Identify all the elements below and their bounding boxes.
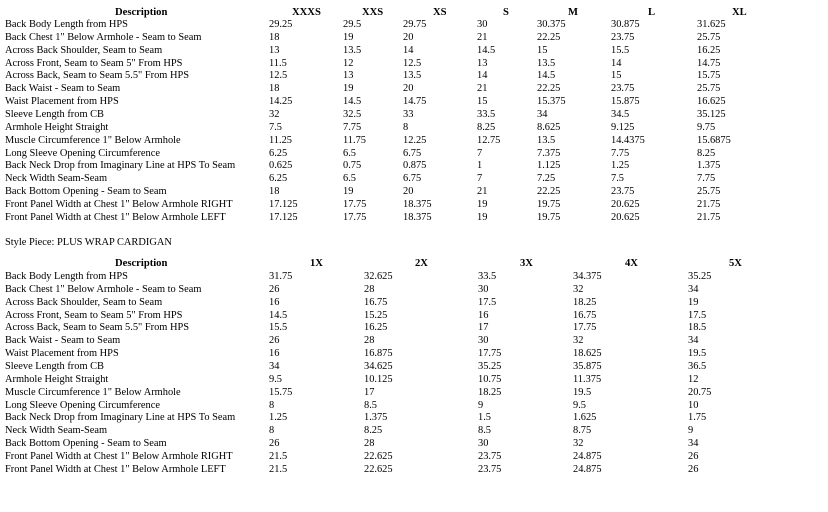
measurement-value: 13: [477, 57, 488, 69]
measurement-value: 30: [478, 438, 489, 450]
measurement-value: 29.5: [343, 19, 362, 30]
measurement-value: 8: [403, 121, 409, 133]
measurement-label: Waist Placement from HPS: [5, 96, 119, 108]
measurement-label: Armhole Height Straight: [5, 121, 109, 133]
measurement-value: 13.5: [403, 70, 422, 82]
measurement-value: 6.25: [269, 173, 288, 185]
measurement-value: 19.75: [537, 198, 561, 210]
measurement-value: 11.375: [573, 373, 602, 385]
measurement-label: Across Back Shoulder, Seam to Seam: [5, 44, 163, 56]
measurement-value: 26: [688, 450, 699, 462]
measurement-value: 29.75: [403, 19, 427, 30]
measurement-value: 21: [477, 186, 488, 198]
measurement-value: 16.875: [364, 348, 393, 360]
measurement-value: 11.25: [269, 134, 292, 146]
measurement-label: Front Panel Width at Chest 1" Below Armhole LEFT: [5, 463, 226, 475]
measurement-value: 26: [688, 463, 699, 475]
measurement-value: 1.625: [573, 412, 597, 424]
measurement-value: 30.375: [537, 19, 566, 30]
measurement-value: 1.5: [478, 412, 491, 424]
measurement-value: 24.875: [573, 463, 602, 475]
measurement-value: 32: [573, 283, 584, 295]
measurement-value: 32: [269, 108, 280, 120]
measurement-value: 17.5: [478, 296, 497, 308]
measurement-value: 8.75: [573, 425, 592, 437]
measurement-value: 26: [269, 438, 280, 450]
measurement-value: 19: [477, 198, 488, 210]
measurement-value: 30: [477, 19, 488, 30]
measurement-value: 21.5: [269, 450, 288, 462]
measurement-value: 16.25: [364, 322, 388, 334]
measurement-value: 15.875: [611, 96, 640, 108]
measurement-value: 32: [573, 335, 584, 347]
measurement-value: 30.875: [611, 19, 640, 30]
measurement-value: 32.5: [343, 108, 362, 120]
measurement-value: 21.5: [269, 463, 288, 475]
measurement-value: 10: [688, 399, 699, 411]
measurement-value: 12.25: [403, 134, 427, 146]
measurement-value: 32.625: [364, 271, 393, 282]
measurement-value: 13.5: [537, 57, 556, 69]
column-header-size: 1X: [310, 258, 323, 269]
measurement-label: Waist Placement from HPS: [5, 348, 119, 360]
measurement-value: 14.75: [697, 57, 721, 69]
measurement-value: 16: [269, 296, 280, 308]
measurement-value: 24.875: [573, 450, 602, 462]
measurement-label: Back Body Length from HPS: [5, 271, 128, 282]
measurement-value: 20: [403, 83, 414, 95]
measurement-value: 30: [478, 335, 489, 347]
measurement-value: 17.125: [269, 211, 298, 223]
measurement-value: 20.75: [688, 386, 712, 398]
measurement-value: 14: [477, 70, 488, 82]
measurement-value: 34.375: [573, 271, 602, 282]
measurement-value: 33: [403, 108, 414, 120]
measurement-value: 11.5: [269, 57, 287, 69]
column-header-size: S: [503, 7, 509, 18]
measurement-value: 14.5: [537, 70, 556, 82]
measurement-value: 35.25: [688, 271, 712, 282]
measurement-value: 16: [269, 348, 280, 360]
measurement-value: 18.25: [478, 386, 502, 398]
measurement-value: 1: [477, 160, 483, 172]
column-header-size: XXXS: [292, 7, 321, 18]
measurement-value: 32: [573, 438, 584, 450]
measurement-value: 13.5: [537, 134, 556, 146]
measurement-value: 14: [403, 44, 414, 56]
measurement-value: 18: [269, 83, 280, 95]
measurement-value: 1.375: [697, 160, 721, 172]
measurement-value: 10.125: [364, 373, 393, 385]
measurement-value: 20: [403, 186, 414, 198]
measurement-value: 36.5: [688, 360, 707, 372]
measurement-value: 18.25: [573, 296, 597, 308]
measurement-value: 25.75: [697, 31, 721, 43]
measurement-value: 22.625: [364, 463, 393, 475]
measurement-value: 23.75: [611, 186, 635, 198]
measurement-value: 22.25: [537, 186, 561, 198]
measurement-value: 9.75: [697, 121, 716, 133]
measurement-value: 16: [478, 309, 489, 321]
measurement-value: 19: [688, 296, 699, 308]
measurement-value: 18.375: [403, 211, 432, 223]
measurement-value: 7.75: [697, 173, 716, 185]
measurement-label: Back Bottom Opening - Seam to Seam: [5, 186, 167, 198]
measurement-value: 20: [403, 31, 414, 43]
measurement-value: 1.25: [611, 160, 630, 172]
measurement-value: 17.75: [343, 211, 367, 223]
measurement-label: Muscle Circumference 1" Below Armhole: [5, 386, 181, 398]
measurement-label: Back Chest 1" Below Armhole - Seam to Seam: [5, 283, 202, 295]
measurement-label: Long Sleeve Opening Circumference: [5, 147, 160, 159]
measurement-value: 12: [343, 57, 354, 69]
measurement-value: 22.25: [537, 31, 561, 43]
column-header-size: 5X: [729, 258, 742, 269]
column-header-size: 3X: [520, 258, 533, 269]
measurement-label: Across Front, Seam to Seam 5" From HPS: [5, 57, 183, 69]
measurement-value: 25.75: [697, 83, 721, 95]
measurement-value: 17.75: [343, 198, 367, 210]
column-header-size: 4X: [625, 258, 638, 269]
measurement-value: 28: [364, 283, 375, 295]
measurement-value: 12: [688, 373, 699, 385]
measurement-value: 14.5: [269, 309, 288, 321]
measurement-value: 34.5: [611, 108, 630, 120]
measurement-value: 8.5: [478, 425, 491, 437]
column-header-description: Description: [115, 258, 168, 269]
measurement-value: 15.375: [537, 96, 566, 108]
column-header-size: 2X: [415, 258, 428, 269]
measurement-label: Neck Width Seam-Seam: [5, 425, 108, 437]
measurement-value: 34: [688, 438, 699, 450]
measurement-label: Back Waist - Seam to Seam: [5, 335, 121, 347]
measurement-value: 12.75: [477, 134, 501, 146]
measurement-value: 14.75: [403, 96, 427, 108]
measurement-value: 6.75: [403, 147, 422, 159]
measurement-value: 14.5: [343, 96, 362, 108]
measurement-value: 10.75: [478, 373, 502, 385]
column-header-description: Description: [115, 7, 168, 18]
measurement-value: 23.75: [611, 31, 635, 43]
measurement-value: 1.75: [688, 412, 707, 424]
measurement-value: 16.75: [364, 296, 388, 308]
measurement-value: 19: [343, 186, 354, 198]
measurement-value: 12.5: [403, 57, 422, 69]
measurement-value: 16.625: [697, 96, 726, 108]
measurement-value: 15.6875: [697, 134, 731, 146]
measurement-value: 13: [343, 70, 354, 82]
measurement-value: 15.5: [269, 322, 288, 334]
measurement-value: 15.5: [611, 44, 630, 56]
measurement-value: 18.625: [573, 348, 602, 360]
measurement-value: 14.4375: [611, 134, 645, 146]
measurement-value: 22.25: [537, 83, 561, 95]
measurement-label: Across Back, Seam to Seam 5.5" From HPS: [5, 322, 190, 334]
measurement-value: 8.25: [697, 147, 716, 159]
measurement-value: 34.625: [364, 360, 393, 372]
measurement-label: Long Sleeve Opening Circumference: [5, 399, 160, 411]
measurement-value: 7.375: [537, 147, 561, 159]
measurement-value: 9.125: [611, 121, 635, 133]
measurement-label: Sleeve Length from CB: [5, 108, 104, 120]
measurement-value: 23.75: [478, 450, 502, 462]
measurement-value: 19.5: [688, 348, 707, 360]
measurement-label: Back Body Length from HPS: [5, 19, 128, 30]
measurement-value: 6.5: [343, 147, 356, 159]
measurement-value: 17: [364, 386, 375, 398]
measurement-value: 15: [477, 96, 488, 108]
measurement-value: 35.125: [697, 108, 726, 120]
measurement-value: 26: [269, 335, 280, 347]
measurement-value: 31.75: [269, 271, 293, 282]
measurement-value: 0.875: [403, 160, 427, 172]
measurement-value: 8: [269, 425, 275, 437]
measurement-value: 34: [537, 108, 548, 120]
measurement-value: 0.625: [269, 160, 293, 172]
measurement-label: Muscle Circumference 1" Below Armhole: [5, 134, 181, 146]
measurement-value: 9.5: [269, 373, 282, 385]
measurement-value: 17.75: [478, 348, 502, 360]
measurement-value: 6.75: [403, 173, 422, 185]
measurement-value: 35.25: [478, 360, 502, 372]
measurement-label: Front Panel Width at Chest 1" Below Armhole LEFT: [5, 211, 226, 223]
measurement-value: 17.5: [688, 309, 707, 321]
measurement-value: 14.5: [477, 44, 496, 56]
measurement-value: 16.75: [573, 309, 597, 321]
measurement-value: 18: [269, 186, 280, 198]
measurement-value: 30: [478, 283, 489, 295]
measurement-value: 1.125: [537, 160, 561, 172]
measurement-value: 17: [478, 322, 489, 334]
measurement-value: 21: [477, 31, 488, 43]
column-header-size: XL: [732, 7, 747, 18]
measurement-value: 21.75: [697, 211, 721, 223]
measurement-value: 9: [478, 399, 484, 411]
measurement-value: 16.25: [697, 44, 721, 56]
measurement-value: 11.75: [343, 134, 366, 146]
measurement-value: 22.625: [364, 450, 393, 462]
measurement-value: 7.75: [343, 121, 362, 133]
measurement-value: 6.25: [269, 147, 288, 159]
measurement-value: 34: [269, 360, 280, 372]
measurement-label: Across Back Shoulder, Seam to Seam: [5, 296, 163, 308]
measurement-value: 1.25: [269, 412, 288, 424]
measurement-value: 26: [269, 283, 280, 295]
measurement-value: 17.125: [269, 198, 298, 210]
measurement-value: 18: [269, 31, 280, 43]
column-header-size: XS: [433, 7, 447, 18]
measurement-value: 35.875: [573, 360, 602, 372]
measurement-value: 8: [269, 399, 275, 411]
measurement-value: 21: [477, 83, 488, 95]
column-header-size: M: [568, 7, 578, 18]
measurement-value: 19: [477, 211, 488, 223]
measurement-value: 7.25: [537, 173, 556, 185]
measurement-value: 29.25: [269, 19, 293, 30]
measurement-value: 19.5: [573, 386, 592, 398]
measurement-value: 0.75: [343, 160, 362, 172]
measurement-value: 23.75: [478, 463, 502, 475]
measurement-value: 15.75: [269, 386, 293, 398]
measurement-label: Front Panel Width at Chest 1" Below Armhole RIGHT: [5, 450, 233, 462]
measurement-value: 18.5: [688, 322, 707, 334]
measurement-value: 20.625: [611, 198, 640, 210]
measurement-value: 18.375: [403, 198, 432, 210]
measurement-value: 15: [611, 70, 622, 82]
measurement-label: Back Waist - Seam to Seam: [5, 83, 121, 95]
measurement-value: 9.5: [573, 399, 586, 411]
measurement-value: 28: [364, 438, 375, 450]
measurement-value: 7.5: [611, 173, 624, 185]
measurement-label: Across Front, Seam to Seam 5" From HPS: [5, 309, 183, 321]
measurement-value: 19.75: [537, 211, 561, 223]
measurement-value: 9: [688, 425, 694, 437]
measurement-value: 8.625: [537, 121, 561, 133]
measurement-value: 34: [688, 283, 699, 295]
measurement-value: 20.625: [611, 211, 640, 223]
measurement-value: 8.25: [477, 121, 496, 133]
measurement-value: 31.625: [697, 19, 726, 30]
measurement-value: 14: [611, 57, 622, 69]
measurement-value: 21.75: [697, 198, 721, 210]
style-piece-caption: Style Piece: PLUS WRAP CARDIGAN: [5, 237, 172, 248]
measurement-value: 7.75: [611, 147, 630, 159]
column-header-size: XXS: [362, 7, 384, 18]
measurement-label: Back Neck Drop from Imaginary Line at HPS To Seam: [5, 160, 236, 172]
measurement-value: 13: [269, 44, 280, 56]
measurement-label: Sleeve Length from CB: [5, 360, 104, 372]
measurement-value: 19: [343, 31, 354, 43]
measurement-label: Across Back, Seam to Seam 5.5" From HPS: [5, 70, 190, 82]
measurement-value: 33.5: [477, 108, 496, 120]
measurement-value: 28: [364, 335, 375, 347]
measurement-label: Back Chest 1" Below Armhole - Seam to Seam: [5, 31, 202, 43]
measurement-value: 14.25: [269, 96, 293, 108]
measurement-value: 25.75: [697, 186, 721, 198]
measurement-value: 15: [537, 44, 548, 56]
measurement-label: Back Neck Drop from Imaginary Line at HPS To Seam: [5, 412, 236, 424]
measurement-label: Front Panel Width at Chest 1" Below Armhole RIGHT: [5, 198, 233, 210]
measurement-value: 7.5: [269, 121, 282, 133]
measurement-value: 1.375: [364, 412, 388, 424]
measurement-value: 8.5: [364, 399, 377, 411]
column-header-size: L: [648, 7, 656, 18]
measurement-value: 8.25: [364, 425, 383, 437]
measurement-value: 13.5: [343, 44, 362, 56]
measurement-label: Armhole Height Straight: [5, 373, 109, 385]
measurement-value: 15.25: [364, 309, 388, 321]
measurement-value: 7: [477, 147, 483, 159]
measurement-value: 34: [688, 335, 699, 347]
measurement-label: Neck Width Seam-Seam: [5, 173, 108, 185]
measurement-value: 23.75: [611, 83, 635, 95]
measurement-value: 33.5: [478, 271, 497, 282]
measurement-label: Back Bottom Opening - Seam to Seam: [5, 438, 167, 450]
measurement-value: 6.5: [343, 173, 356, 185]
measurement-value: 12.5: [269, 70, 288, 82]
measurement-value: 15.75: [697, 70, 721, 82]
measurement-value: 17.75: [573, 322, 597, 334]
measurement-value: 7: [477, 173, 483, 185]
measurement-value: 19: [343, 83, 354, 95]
